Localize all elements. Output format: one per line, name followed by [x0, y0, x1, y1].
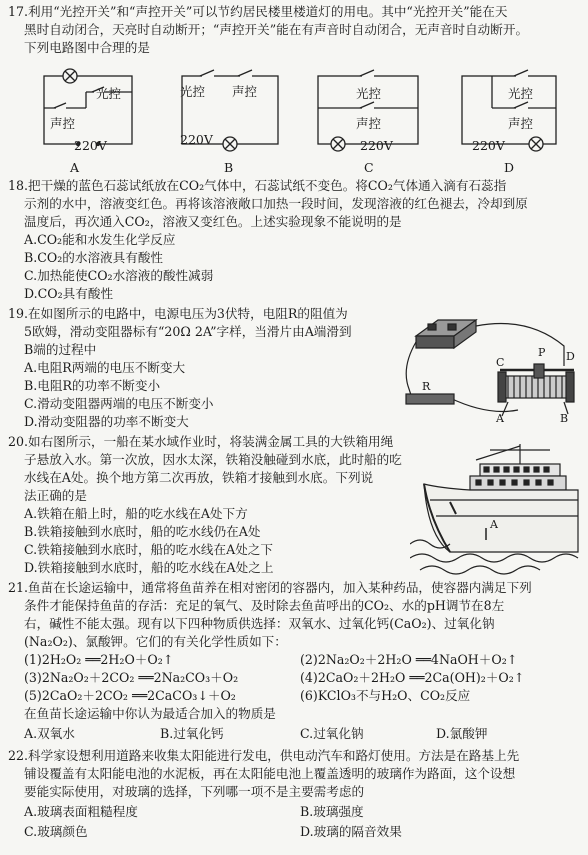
q19-option-b: B.电阻R的功率不断变小	[24, 378, 161, 393]
q19-label-b: B	[560, 412, 569, 425]
q20-option-c: C.铁箱接触到水底时，船的吃水线在A处之下	[24, 542, 273, 557]
circuit-c-option: C	[364, 160, 374, 175]
q22-option-b: B.玻璃强度	[300, 804, 364, 819]
q18-option-b: B.CO₂的水溶液具有酸性	[24, 250, 164, 265]
q21-equation-1: (1)2H₂O₂ ══2H₂O＋O₂↑	[24, 652, 174, 667]
circuit-c-light-label: 光控	[356, 86, 382, 101]
q20-text-1: 20.如右图所示，一船在某水域作业时，将装满金属工具的大铁箱用绳	[8, 434, 394, 449]
q21-equation-5: (5)2CaO₂＋2CO₂ ══2CaCO₃↓＋O₂	[24, 688, 236, 703]
circuit-d-voltage: 220V	[472, 138, 505, 153]
circuit-a-sound-label: 声控	[50, 116, 76, 131]
circuit-d-diagram	[452, 62, 567, 152]
circuit-a	[28, 62, 143, 175]
circuit-b-light-label: 光控	[180, 84, 206, 99]
circuit-c-sound-label: 声控	[356, 116, 382, 131]
circuit-b-sound-label: 声控	[232, 84, 258, 99]
circuit-d	[452, 62, 567, 175]
q19-label-a: A	[496, 412, 504, 425]
q20-option-d: D.铁箱接触到水底时，船的吃水线在A处之上	[24, 560, 274, 575]
circuit-b-option: B	[224, 160, 234, 175]
q21-text-4: (Na₂O₂)、氯酸钾。它们的有关化学性质如下：	[24, 634, 287, 649]
q21-equation-2: (2)2Na₂O₂＋2H₂O ══4NaOH＋O₂↑	[300, 652, 518, 667]
q18-text-3: 温度后，再次通入CO₂，溶液又变红色。上述实验现象不能说明的是	[24, 214, 402, 229]
q22-text-3: 要能实际使用，对玻璃的选择，下列哪一项不是主要需考虑的	[24, 784, 365, 799]
circuit-b	[172, 62, 287, 175]
q20-text-2: 子悬放入水。第一次放，因水太深，铁箱没触碰到水底，此时船的吃	[24, 452, 402, 467]
q19-text-1: 19.在如图所示的电路中，电源电压为3伏特，电阻R的阻值为	[8, 306, 348, 321]
circuit-a-voltage: 220V	[74, 138, 107, 153]
q21-text-1: 21.鱼苗在长途运输中，通常将鱼苗养在相对密闭的容器内，加入某种药品，使容器内满足下列	[8, 580, 532, 595]
q21-option-c: C.过氧化钠	[300, 726, 364, 741]
q19-option-a: A.电阻R两端的电压不断变大	[24, 360, 186, 375]
circuit-d-light-label: 光控	[508, 86, 534, 101]
q21-option-a: A.双氧水	[24, 726, 75, 741]
circuit-d-option: D	[504, 160, 515, 175]
q19-option-c: C.滑动变阻器两端的电压不断变小	[24, 396, 214, 411]
q20-waterline-label: A	[490, 518, 498, 531]
q21-text-2: 条件才能保持鱼苗的存活：充足的氧气、及时除去鱼苗呼出的CO₂、水的pH调节在8左	[24, 598, 505, 613]
q21-prompt: 在鱼苗长途运输中你认为最适合加入的物质是	[24, 706, 276, 721]
q19-label-p: P	[538, 346, 546, 359]
q22-text-2: 铺设覆盖有太阳能电池的水泥板，再在太阳能电池上覆盖透明的玻璃作为路面，这个设想	[24, 766, 516, 781]
q18-text-1: 18.把干燥的蓝色石蕊试纸放在CO₂气体中，石蕊试纸不变色。将CO₂气体通入滴有石蕊指	[8, 178, 507, 193]
q19-label-r: R	[422, 380, 431, 393]
q18-text-2: 示剂的水中，溶液变红色。再将该溶液敞口加热一段时间，发现溶液的红色褪去，冷却到原	[24, 196, 528, 211]
q20-ship-figure	[410, 440, 580, 578]
q18-option-a: A.CO₂能和水发生化学反应	[24, 232, 176, 247]
circuit-b-voltage: 220V	[180, 132, 213, 147]
q17-text-3: 下列电路图中合理的是	[24, 40, 150, 55]
q19-option-d: D.滑动变阻器的功率不断变大	[24, 414, 189, 429]
q19-apparatus-diagram	[398, 306, 580, 430]
q18-option-d: D.CO₂具有酸性	[24, 286, 114, 301]
q19-label-c: C	[496, 356, 505, 369]
q20-option-b: B.铁箱接触到水底时，船的吃水线仍在A处	[24, 524, 261, 539]
q20-text-3: 水线在A处。换个地方第二次再放，铁箱才接触到水底。下列说	[24, 470, 374, 485]
q20-option-a: A.铁箱在船上时，船的吃水线在A处下方	[24, 506, 248, 521]
q18-option-c: C.加热能使CO₂水溶液的酸性减弱	[24, 268, 214, 283]
q22-option-a: A.玻璃表面粗糙程度	[24, 804, 138, 819]
q21-equation-6: (6)KClO₃不与H₂O、CO₂反应	[300, 688, 471, 703]
circuit-a-light-label: 光控	[96, 86, 122, 101]
q22-option-c: C.玻璃颜色	[24, 824, 88, 839]
q19-figure	[398, 306, 580, 430]
circuit-c-voltage: 220V	[360, 138, 393, 153]
q21-equation-4: (4)2CaO₂＋2H₂O ══2Ca(OH)₂＋O₂↑	[300, 670, 525, 685]
q19-label-d: D	[566, 350, 575, 363]
q19-text-2: 5欧姆，滑动变阻器标有“20Ω 2A”字样，当滑片由A端滑到	[24, 324, 352, 339]
circuit-c	[308, 62, 428, 175]
q19-text-3: B端的过程中	[24, 342, 97, 357]
q21-option-d: D.氯酸钾	[436, 726, 488, 741]
q21-text-3: 右，碱性不能太强。现有以下四种物质供选择：双氧水、过氧化钙(CaO₂)、过氧化钠	[24, 616, 495, 631]
q17-text-1: 17.利用“光控开关”和“声控开关”可以节约居民楼里楼道灯的用电。其中“光控开关”能在天	[8, 4, 508, 19]
q21-equation-3: (3)2Na₂O₂＋2CO₂ ══2Na₂CO₃＋O₂	[24, 670, 239, 685]
q17-text-2: 黑时自动闭合，天亮时自动断开；“声控开关”能在有声音时自动闭合，无声音时自动断开。	[24, 22, 529, 37]
q20-ship-diagram	[410, 440, 580, 578]
q22-option-d: D.玻璃的隔音效果	[300, 824, 402, 839]
circuit-d-sound-label: 声控	[508, 116, 534, 131]
q21-option-b: B.过氧化钙	[160, 726, 224, 741]
q20-text-4: 法正确的是	[24, 488, 87, 503]
q22-text-1: 22.科学家设想利用道路来收集太阳能进行发电，供电动汽车和路灯使用。方法是在路基上先	[8, 748, 520, 763]
circuit-a-option: A	[70, 160, 80, 175]
